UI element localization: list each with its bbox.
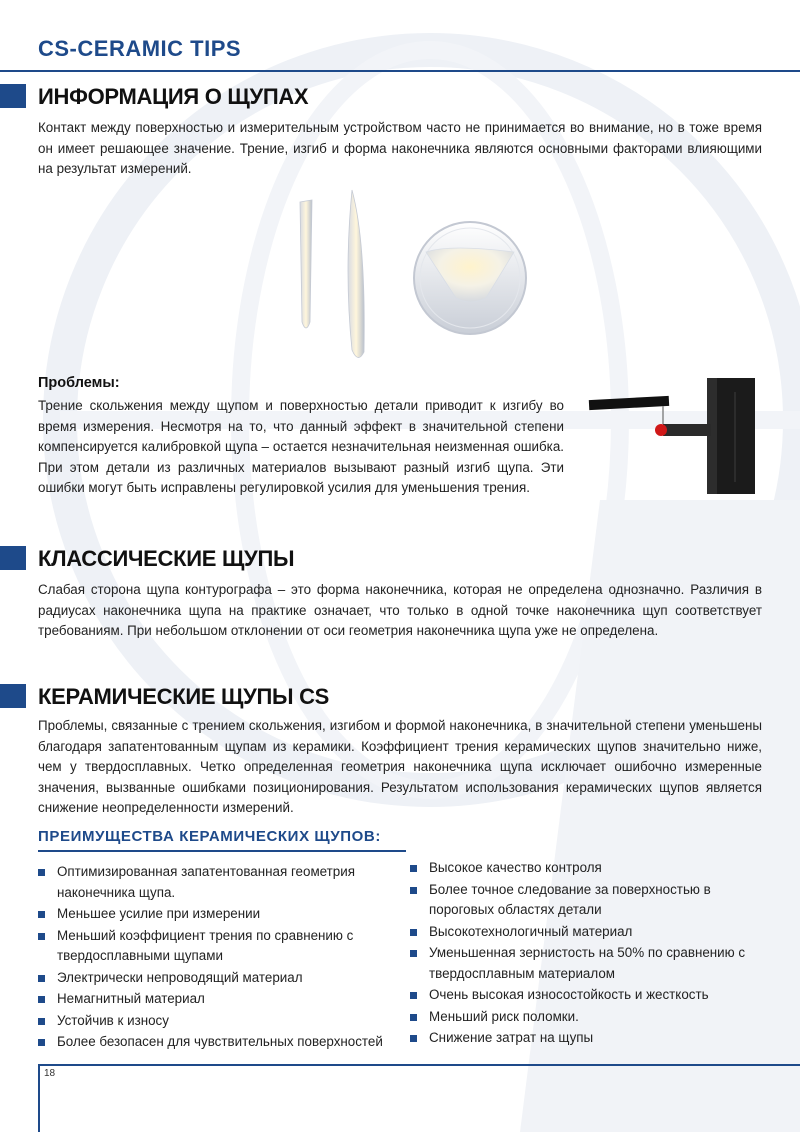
list-item-text: Более безопасен для чувствительных поверхностей: [57, 1034, 383, 1049]
list-item-text: Электрически непроводящий материал: [57, 969, 303, 985]
bullet-icon: [410, 865, 417, 872]
bullet-icon: [38, 1018, 45, 1025]
section-title-ceramic: КЕРАМИЧЕСКИЕ ЩУПЫ CS: [38, 684, 330, 709]
advantages-list-right: [410, 858, 760, 1050]
stylus-tips-illustration: [290, 182, 530, 367]
list-item-text: Очень высокая износостойкость и жесткость: [429, 987, 709, 1002]
list-item: [410, 880, 760, 921]
list-item: [38, 1032, 390, 1053]
bullet-icon: [410, 929, 417, 936]
list-item: [410, 1007, 760, 1028]
list-item: [410, 1028, 760, 1049]
page-number: 18: [44, 1068, 56, 1079]
list-item: [38, 862, 390, 903]
footer-corner-line: [38, 1064, 40, 1132]
section-marker: [0, 84, 26, 108]
footer-rule: [38, 1064, 800, 1066]
bullet-icon: [38, 933, 45, 940]
section-title-classic: КЛАССИЧЕСКИЕ ЩУПЫ: [38, 546, 295, 571]
list-item-text: Уменьшенная зернистость на 50% по сравнению с твердосплавным материалом: [429, 945, 746, 981]
list-item: [38, 1011, 390, 1032]
list-item: [410, 858, 760, 879]
bullet-icon: [410, 1035, 417, 1042]
bullet-icon: [38, 1039, 45, 1046]
list-item-text: Более точное следование за поверхностью в пороговых областях детали: [429, 881, 711, 917]
section-text-ceramic: Проблемы, связанные с трением скольжения, изгибом и формой наконечника, в значительной степени уменьшены благодаря запатентованным щупам из керамики. Коэффициент трения керамических щупов значительно ниже, чем у твердосплавных. Четко определенная геометрия наконечника щупа исключает ошибочно измеренные значения, вызванные ошибками позиционирования. Результатом использования керамических щупов является снижение неопределенности измерений.: [38, 718, 762, 815]
list-item: [38, 968, 390, 989]
list-item: [38, 989, 390, 1010]
section-text-info: Контакт между поверхностью и измерительным устройством часто не принимается во внимание, но в тоже время он имеет решающее значение. Трение, изгиб и форма наконечника являются основными факторами влияющими на результат измерений.: [38, 120, 762, 176]
bullet-icon: [410, 950, 417, 957]
bullet-icon: [410, 887, 417, 894]
bullet-icon: [38, 911, 45, 918]
list-item-text: Меньшее усилие при измерении: [57, 906, 261, 921]
bullet-icon: [38, 996, 45, 1003]
list-item-text: Высокотехнологичный материал: [429, 923, 633, 939]
list-item: [38, 904, 390, 925]
section-title-info: ИНФОРМАЦИЯ О ЩУПАХ: [38, 84, 309, 109]
list-item: [410, 922, 760, 943]
section-text-classic: Слабая сторона щупа контурографа – это форма наконечника, которая не определена однозначно. Различия в радиусах наконечника щупа на практике означает, что только в одной точке наконечника щуп соответствует требованиям. При небольшом отклонении от оси геометрия наконечника щупа уже не определена.: [38, 582, 762, 638]
advantages-title: ПРЕИМУЩЕСТВА КЕРАМИЧЕСКИХ ЩУПОВ:: [38, 828, 381, 845]
problems-title: Проблемы:: [38, 375, 120, 391]
list-item-text: Снижение затрат на щупы: [429, 1030, 594, 1045]
list-item: [38, 926, 390, 967]
bullet-icon: [38, 975, 45, 982]
bullet-icon: [38, 869, 45, 876]
document-header: CS-CERAMIC TIPS: [38, 36, 242, 61]
section-marker: [0, 546, 26, 570]
problems-text: Трение скольжения между щупом и поверхностью детали приводит к изгибу во время измерения. Несмотря на то, что данный эффект в значительной степени компенсируется калибровкой щупа – остается незначительная неизменная ошибка. При этом детали из различных материалов вызывают разный изгиб щупа. Эти ошибки могут быть исправлены регулировкой усилия для уменьшения трения.: [38, 398, 564, 495]
list-item-text: Меньший риск поломки.: [429, 1008, 579, 1024]
list-item-text: Высокое качество контроля: [429, 860, 602, 875]
bullet-icon: [410, 992, 417, 999]
list-item-text: Меньший коэффициент трения по сравнению с твердосплавными щупами: [57, 927, 354, 963]
advantages-rule: [38, 850, 406, 852]
advantages-list-left: [38, 862, 390, 1054]
list-item-text: Устойчив к износу: [57, 1012, 169, 1028]
list-item: [410, 985, 760, 1006]
section-marker: [0, 684, 26, 708]
bullet-icon: [410, 1014, 417, 1021]
list-item-text: Оптимизированная запатентованная геометрия наконечника щупа.: [57, 864, 355, 900]
header-rule: [0, 70, 800, 72]
list-item: [410, 943, 760, 984]
probe-device-illustration: [585, 372, 765, 497]
list-item-text: Немагнитный материал: [57, 991, 205, 1006]
